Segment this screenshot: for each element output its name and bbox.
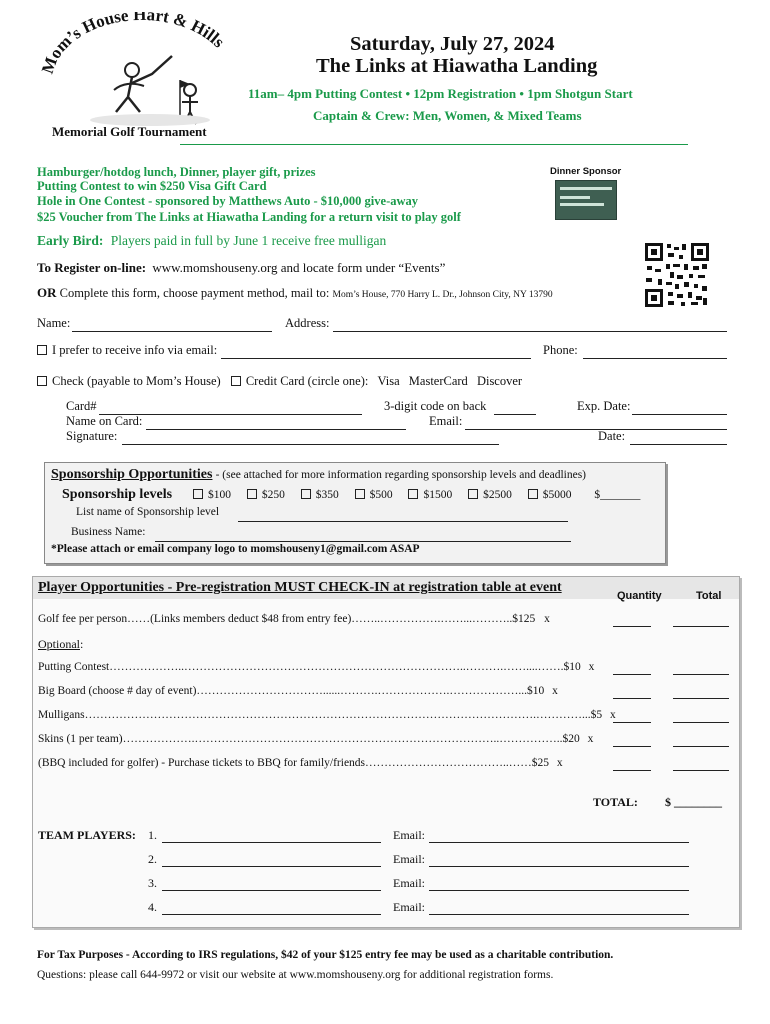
skins-quantity[interactable] [613,733,651,747]
sponsorship-levels [62,487,640,503]
event-date: Saturday, July 27, 2024 [350,33,555,55]
sponsorship-levels-label: Sponsorship levels [62,487,173,502]
bbq-quantity[interactable] [613,757,651,771]
early-bird [37,233,386,249]
level-2500-label: $2500 [483,489,512,501]
level-350-checkbox[interactable] [301,489,311,499]
event-schedule: 11am– 4pm Putting Contest • 12pm Registration • 1pm Shotgun Start [248,86,633,101]
mulligans-row [38,709,616,721]
list-name-label: List name of Sponsorship level [76,506,220,518]
putting-total[interactable] [673,661,729,675]
sponsorship-note: - (see attached for more information regarding sponsorship levels and deadlines) [215,469,587,481]
name-on-card-label: Name on Card: [66,414,143,428]
skins-total[interactable] [673,733,729,747]
event-teams: Captain & Crew: Men, Women, & Mixed Teams [313,108,582,123]
perk-putting: Putting Contest to win $250 Visa Gift Card [37,179,267,193]
register-online [37,260,445,276]
grand-total-label: TOTAL: [593,795,638,809]
optional-text: Optional [38,637,80,651]
team-player-3-number: 3. [148,876,157,890]
level-5000-label: $5000 [542,489,572,501]
level-1500-checkbox[interactable] [408,489,418,499]
event-logo [40,12,240,147]
perk-lunch: Hamburger/hotdog lunch, Dinner, player gift, prizes [37,165,316,179]
level-1500-label: $1500 [423,489,453,501]
card-mastercard[interactable]: MasterCard [408,374,468,388]
signature-label: Signature: [66,429,118,443]
level-250-label: $250 [261,489,285,501]
mulligans-total[interactable] [673,709,729,723]
team-email-3-label: Email: [393,876,425,890]
header-divider [180,144,688,145]
early-bird-text: Players paid in full by June 1 receive free mulligan [110,233,387,248]
list-name-field[interactable] [76,506,568,522]
team-player-4[interactable] [148,900,381,915]
mulligans-quantity[interactable] [613,709,651,723]
level-500-checkbox[interactable] [355,489,365,499]
credit-checkbox[interactable] [231,376,241,386]
payment-method [37,374,522,389]
skins-label: Skins (1 per team)……………….……………………………………………………………………..……………..$20 [38,733,580,745]
level-1500-option[interactable] [408,489,452,501]
tax-note: For Tax Purposes - According to IRS regulations, $42 of your $125 entry fee may be used as a charitable contribution. [37,949,614,961]
total-header: Total [696,590,722,602]
mulligans-x: x [610,709,616,721]
svg-text:Mom’s House Hart & Hills [40,12,229,76]
skins-row [38,733,593,745]
name-label: Name: [37,316,71,330]
logo-arc-text: Mom’s House Hart & Hills [40,12,229,77]
level-2500-checkbox[interactable] [468,489,478,499]
card-discover[interactable]: Discover [476,374,523,388]
phone-label: Phone: [543,343,578,357]
bbq-label: (BBQ included for golfer) - Purchase tickets to BBQ for family/friends………………………………..……$25 [38,757,550,769]
exp-date-label: Exp. Date: [577,399,631,413]
player-box [32,576,740,928]
level-250-option[interactable] [247,489,285,501]
card-number-field[interactable] [66,399,362,415]
qr-code-icon [644,242,710,308]
putting-x: x [588,661,595,673]
team-email-1-label: Email: [393,828,425,842]
date-field[interactable] [598,429,727,445]
register-online-text[interactable]: www.momshouseny.org and locate form under “Events” [152,260,446,275]
level-500-option[interactable] [355,489,393,501]
golf-fee-x: x [544,613,550,625]
team-email-1[interactable] [393,828,689,843]
exp-date-field[interactable] [577,399,727,415]
golf-fee-quantity[interactable] [613,613,651,627]
big-board-total[interactable] [673,685,729,699]
address-field[interactable] [285,316,727,332]
name-on-card-field[interactable] [66,414,406,430]
email-pref-checkbox[interactable] [37,345,47,355]
putting-row [38,661,594,673]
sponsorship-title: Sponsorship Opportunities [51,467,213,482]
card-visa[interactable]: Visa [377,374,400,388]
bbq-total[interactable] [673,757,729,771]
dinner-sponsor-logo [555,180,617,220]
golf-fee-total[interactable] [673,613,729,627]
player-title: Player Opportunities - Pre-registration MUST CHECK-IN at registration table at event [38,580,562,595]
team-player-3[interactable] [148,876,381,891]
register-online-label: To Register on-line: [37,260,147,275]
card-number-label: Card# [66,399,97,413]
team-email-3[interactable] [393,876,689,891]
card-email-label: Email: [429,414,463,428]
mulligans-label: Mulligans……………………………………………………………………………………………………….…………...$5 [38,709,603,721]
level-5000-checkbox[interactable] [528,489,538,499]
event-venue: The Links at Hiawatha Landing [316,55,598,77]
business-name-field[interactable] [71,526,571,542]
credit-label: Credit Card (circle one): [245,374,369,388]
level-350-option[interactable] [301,489,339,501]
sponsorship-box [44,462,666,564]
questions-note: Questions: please call 644-9972 or visit our website at www.momshouseny.org for additional registration forms. [37,969,554,981]
logo-banner: Memorial Golf Tournament [52,124,207,139]
sponsorship-heading [51,467,586,483]
level-100-checkbox[interactable] [193,489,203,499]
big-board-x: x [552,685,558,697]
level-250-checkbox[interactable] [247,489,257,499]
bbq-row [38,757,563,769]
grand-total-value[interactable]: $ ________ [665,795,722,809]
phone-field[interactable] [543,343,727,359]
email-pref-label: I prefer to receive info via email: [52,343,218,357]
quantity-header: Quantity [617,590,662,602]
big-board-label: Big Board (choose # day of event)……………………………......……….……………….………………...$10 [38,685,545,697]
email-pref-field[interactable] [37,343,531,359]
level-500-label: $500 [369,489,393,501]
team-email-2[interactable] [393,852,689,867]
optional-label: Optional: [38,637,84,651]
register-address: Mom’s House, 770 Harry L. Dr., Johnson City, NY 13790 [332,290,553,300]
name-field[interactable] [37,316,272,332]
level-other-field[interactable]: $_______ [594,489,641,501]
team-player-2[interactable] [148,852,381,867]
logo-note: *Please attach or email company logo to momshouseny1@gmail.com ASAP [51,543,420,555]
level-5000-option[interactable] [528,489,572,501]
address-label: Address: [285,316,330,330]
check-checkbox[interactable] [37,376,47,386]
register-or-text: Complete this form, choose payment method, mail to: [59,286,330,300]
team-player-1[interactable] [148,828,381,843]
business-name-label: Business Name: [71,526,146,538]
skins-x: x [587,733,594,745]
level-350-label: $350 [315,489,339,501]
team-player-2-number: 2. [148,852,157,866]
perk-voucher: $25 Voucher from The Links at Hiawatha Landing for a return visit to play golf [37,210,461,224]
early-bird-label: Early Bird: [37,233,104,248]
check-label: Check (payable to Mom’s House) [52,374,221,388]
level-2500-option[interactable] [468,489,512,501]
putting-label: Putting Contest………………..………………………………………………………………..……….……....…….$10 [38,661,581,673]
team-player-4-number: 4. [148,900,157,914]
cvv-field[interactable] [384,399,536,415]
team-player-1-number: 1. [148,828,157,842]
golf-fee-label: Golf fee per person……(Links members deduct $48 from entry fee)……..…………….……...………..$125 [38,613,536,625]
perk-hole-in-one: Hole in One Contest - sponsored by Matthews Auto - $10,000 give-away [37,194,419,208]
team-email-2-label: Email: [393,852,425,866]
register-or-label: OR [37,285,57,300]
cvv-label: 3-digit code on back [384,399,487,413]
level-100-option[interactable] [193,489,231,501]
level-100-label: $100 [207,489,231,501]
big-board-row [38,685,558,697]
card-email-field[interactable] [429,414,727,430]
golf-fee-row [38,613,550,625]
bbq-x: x [556,757,563,769]
signature-field[interactable] [66,429,499,445]
date-label: Date: [598,429,626,443]
team-email-4[interactable] [393,900,689,915]
dinner-sponsor-label: Dinner Sponsor [550,166,622,177]
putting-quantity[interactable] [613,661,651,675]
big-board-quantity[interactable] [613,685,651,699]
team-email-4-label: Email: [393,900,425,914]
team-players-label: TEAM PLAYERS: [38,828,136,842]
register-mail [37,285,553,301]
